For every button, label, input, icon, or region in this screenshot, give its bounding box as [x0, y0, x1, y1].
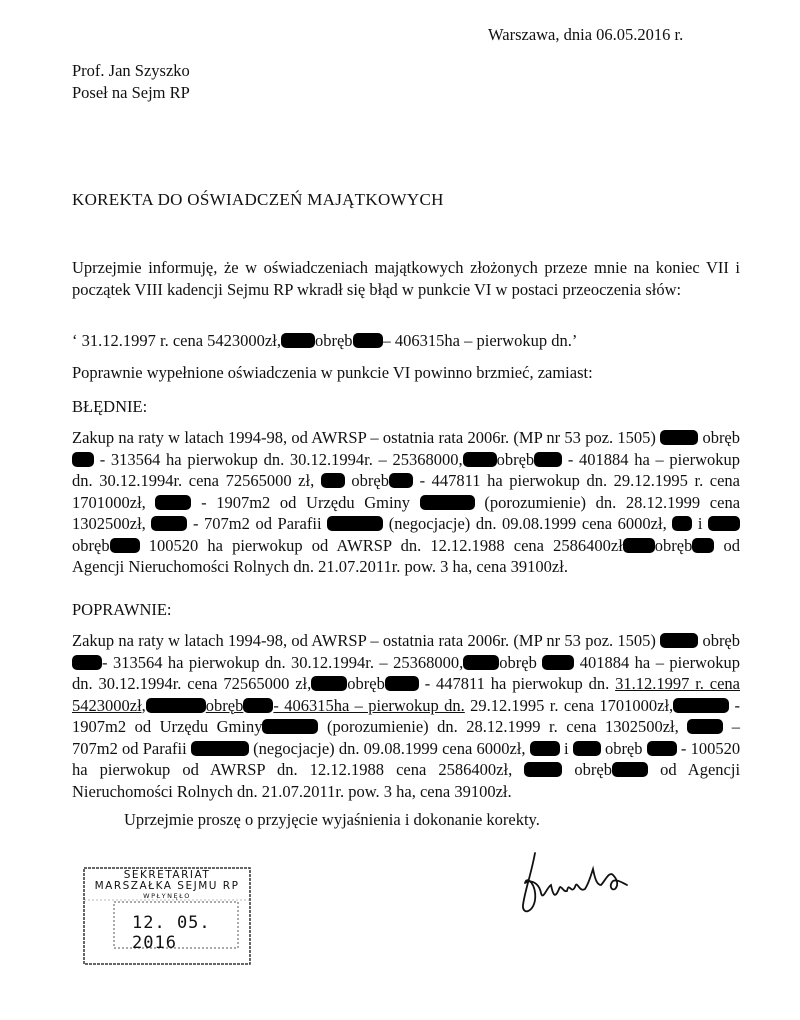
text-segment: i — [563, 738, 569, 758]
text-segment: (negocjacje) dn. 09.08.1999 cena 6000zł, — [388, 514, 667, 533]
text-segment: (porozumienie) dn. 28.12.1999 cena 1302500zł, — [72, 492, 741, 533]
text-segment: obręb — [347, 674, 385, 693]
text-segment: 401884 ha – pierwokup dn. 30.12.1994r. cena 72565000 zł, — [72, 652, 740, 693]
letter-title: KOREKTA DO OŚWIADCZEŃ MAJĄTKOWYCH — [72, 190, 444, 209]
letter-date: Warszawa, dnia 06.05.2016 r. — [488, 25, 684, 44]
registry-stamp — [82, 866, 252, 966]
text-segment: 29.12.1995 r. cena 1701000zł, — [470, 695, 674, 715]
redaction-block — [708, 516, 740, 531]
redaction-block — [530, 741, 560, 756]
redaction-block — [463, 452, 497, 467]
closing-sentence: Uprzejmie proszę o przyjęcie wyjaśnienia i dokonanie korekty. — [124, 810, 540, 829]
text-segment: obręb — [574, 760, 612, 779]
redaction-block — [534, 452, 562, 467]
redaction-block — [647, 741, 677, 756]
text-segment: 100520 ha pierwokup od AWRSP dn. 12.12.1988 cena 2586400zł — [148, 535, 623, 555]
text-segment: obręb — [351, 471, 389, 490]
redaction-block — [243, 698, 273, 713]
text-segment: obręb — [654, 535, 693, 555]
redaction-block — [327, 516, 383, 531]
wrong-paragraph — [72, 427, 740, 578]
redaction-block — [463, 655, 499, 670]
text-segment: i — [697, 514, 703, 533]
text-segment: - 401884 ha – pierwokup dn. 30.12.1994r. cena 72565000 zł, — [72, 449, 740, 490]
quoted-omission — [72, 330, 740, 352]
text-segment: - 1907m2 od Urzędu Gminy — [201, 492, 411, 512]
text-segment: obręb — [496, 449, 535, 469]
text-segment: - 313564 ha pierwokup dn. 30.12.1994r. – 25368000, — [99, 449, 463, 469]
text-segment: obręb — [205, 695, 244, 715]
text-segment: - 313564 ha pierwokup dn. 30.12.1994r. – 25368000, — [102, 652, 464, 672]
text-segment: (negocjacje) dn. 09.08.1999 cena 6000zł, — [253, 738, 526, 758]
redaction-block — [385, 676, 419, 691]
correct-label: POPRAWNIE: — [72, 600, 172, 619]
quote-part: – 406315ha – pierwokup dn.’ — [382, 331, 578, 350]
redaction-block — [281, 333, 315, 348]
quote-part: ‘ 31.12.1997 r. cena 5423000zł, — [72, 331, 281, 350]
text-segment: - 447811 ha pierwokup dn. 29.12.1995 r. cena 1701000zł, — [72, 471, 741, 512]
text-segment: od Agencji Nieruchomości Rolnych dn. 21.07.2011r. pow. 3 ha, cena 39100zł. — [72, 760, 741, 801]
redaction-block — [311, 676, 347, 691]
redaction-block — [660, 430, 698, 445]
redaction-block — [353, 333, 383, 348]
correction-intro: Poprawnie wypełnione oświadczenia w punkcie VI powinno brzmieć, zamiast: — [72, 363, 593, 382]
redaction-block — [692, 538, 714, 553]
text-segment: obręb — [499, 652, 537, 672]
redaction-block — [155, 495, 191, 510]
text-segment: Zakup na raty w latach 1994-98, od AWRSP – ostatnia rata 2006r. (MP nr 53 poz. 1505) — [72, 428, 656, 447]
text-segment: – 707m2 od Parafii — [72, 717, 740, 758]
text-segment: 31.12.1997 r. cena 5423000zł, — [72, 674, 740, 715]
text-segment: obręb — [702, 631, 741, 650]
text-segment: - 447811 ha pierwokup dn. — [424, 674, 610, 693]
correct-paragraph — [72, 630, 740, 802]
sender-role: Poseł na Sejm RP — [72, 83, 190, 102]
text-segment: od Agencji Nieruchomości Rolnych dn. 21.07.2011r. pow. 3 ha, cena 39100zł. — [72, 535, 741, 576]
redaction-block — [542, 655, 574, 670]
text-segment: - 1907m2 od Urzędu Gminy — [72, 695, 741, 736]
stamp-line-3: WPŁYNĘŁO — [143, 892, 191, 900]
redaction-block — [672, 516, 692, 531]
text-segment: Zakup na raty w latach 1994-98, od AWRSP – ostatnia rata 2006r. (MP nr 53 poz. 1505) — [72, 631, 656, 650]
stamp-line-1: SEKRETARIAT — [123, 869, 211, 881]
intro-paragraph: Uprzejmie informuję, że w oświadczeniach majątkowych złożonych przeze mnie na koniec VII i początek VIII kadencji Sejmu RP wkradł się błąd w punkcie VI w postaci przeoczenia słów: — [72, 258, 740, 299]
redaction-block — [687, 719, 723, 734]
redaction-block — [72, 452, 94, 467]
text-segment: obręb — [702, 428, 741, 447]
redaction-block — [524, 762, 562, 777]
text-segment: (porozumienie) dn. 28.12.1999 r. cena 1302500zł, — [326, 717, 679, 736]
text-segment: - 707m2 od Parafii — [192, 514, 322, 533]
redaction-block — [72, 655, 102, 670]
redaction-block — [262, 719, 318, 734]
redaction-block — [612, 762, 648, 777]
redaction-block — [389, 473, 413, 488]
stamp-line-2: MARSZAŁKA SEJMU RP — [94, 880, 240, 892]
sender-block — [72, 60, 190, 104]
quote-part: obręb — [314, 331, 353, 350]
text-segment: obręb — [72, 535, 110, 555]
text-segment: obręb — [604, 738, 643, 758]
redaction-block — [191, 741, 249, 756]
redaction-block — [110, 538, 140, 553]
text-segment: - 406315ha – pierwokup dn. — [273, 695, 465, 715]
handwritten-signature — [505, 845, 645, 920]
redaction-block — [146, 698, 206, 713]
redaction-block — [151, 516, 187, 531]
wrong-label: BŁĘDNIE: — [72, 397, 148, 416]
redaction-block — [573, 741, 601, 756]
redaction-block — [420, 495, 475, 510]
redaction-block — [673, 698, 729, 713]
stamp-date: 12. 05. 2016 — [132, 913, 211, 953]
text-segment: - 100520 ha pierwokup od AWRSP dn. 12.12.1988 cena 2586400zł, — [72, 738, 741, 779]
redaction-block — [623, 538, 655, 553]
redaction-block — [660, 633, 698, 648]
sender-name: Prof. Jan Szyszko — [72, 61, 190, 80]
redaction-block — [321, 473, 345, 488]
